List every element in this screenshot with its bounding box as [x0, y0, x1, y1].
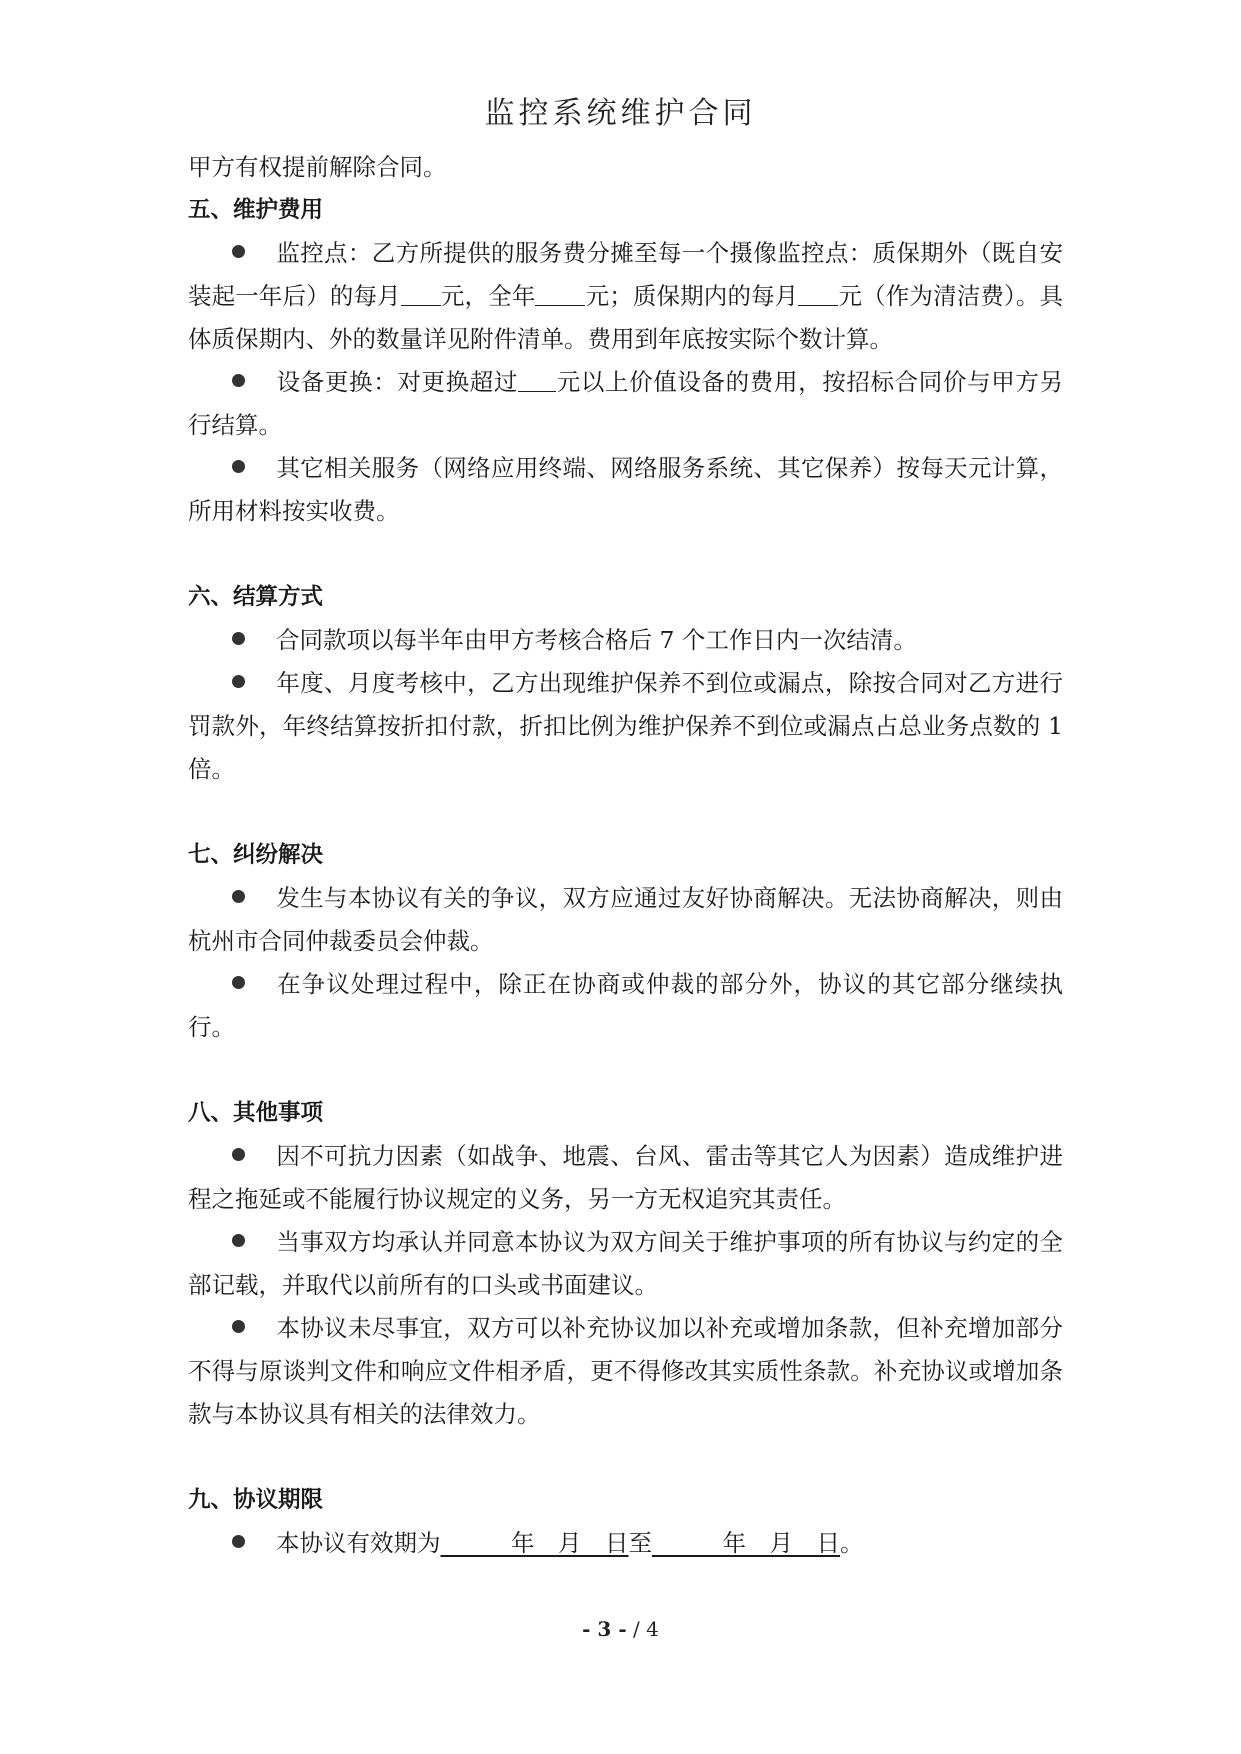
bullet-icon [232, 976, 245, 989]
blank-field [518, 365, 556, 392]
list-item: 在争议处理过程中，除正在协商或仲裁的部分外，协议的其它部分继续执行。 [188, 970, 1063, 1041]
page-header-title: 监控系统维护合同 [484, 96, 757, 131]
section-heading-other: 八、其他事项 [188, 1100, 324, 1126]
list-item: 监控点：乙方所提供的服务费分摊至每一个摄像监控点：质保期外（既自安装起一年后）的每月 元，全年 元；质保期内的每月 元（作为清洁费）。具体质保期内、外的数量详见附件清单。费用到年底按实际个数计算。 [188, 239, 1064, 353]
bullet-icon [232, 1320, 245, 1333]
bullet-icon [232, 632, 245, 645]
list-item: 合同款项以每半年由甲方考核合格后 7 个工作日内一次结清。 [188, 619, 1063, 662]
bullet-icon [232, 675, 245, 688]
list-item: 其它相关服务（网络应用终端、网络服务系统、其它保养）按每天元计算，所用材料按实收费。 [188, 454, 1063, 525]
blank-field [535, 279, 585, 306]
section-heading-dispute: 七、纠纷解决 [188, 842, 324, 868]
list-item: 本协议有效期为 年 月 日至 年 月 日。 [188, 1522, 1063, 1565]
section-heading-settlement: 六、结算方式 [188, 584, 324, 610]
end-date-field: 年 月 日 [652, 1529, 840, 1557]
list-item: 发生与本协议有关的争议，双方应通过友好协商解决。无法协商解决，则由杭州市合同仲裁委员会仲裁。 [188, 884, 1063, 955]
list-item: 本协议未尽事宜，双方可以补充协议加以补充或增加条款，但补充增加部分不得与原谈判文件和响应文件相矛盾，更不得修改其实质性条款。补充协议或增加条款与本协议具有相关的法律效力。 [188, 1314, 1063, 1428]
start-date-field: 年 月 日 [440, 1529, 629, 1557]
section-heading-term: 九、协议期限 [188, 1487, 324, 1513]
bullet-icon [232, 1148, 245, 1161]
list-item: 因不可抗力因素（如战争、地震、台风、雷击等其它人为因素）造成维护进程之拖延或不能履行协议规定的义务，另一方无权追究其责任。 [188, 1142, 1063, 1213]
page-number: - 3 - / 4 [582, 1617, 659, 1641]
bullet-icon [232, 374, 245, 387]
bullet-icon [232, 245, 245, 258]
list-item: 当事双方均承认并同意本协议为双方间关于维护事项的所有协议与约定的全部记载，并取代以前所有的口头或书面建议。 [188, 1228, 1063, 1299]
bullet-icon [232, 1535, 245, 1548]
bullet-icon [232, 1234, 245, 1247]
list-item: 年度、月度考核中，乙方出现维护保养不到位或漏点，除按合同对乙方进行罚款外，年终结算按折扣付款，折扣比例为维护保养不到位或漏点占总业务点数的 1 倍。 [188, 669, 1063, 783]
bullet-icon [232, 890, 245, 903]
blank-field [401, 279, 441, 306]
blank-field [798, 279, 838, 306]
bullet-icon [232, 460, 245, 473]
document-body [188, 146, 1063, 1565]
list-item: 设备更换：对更换超过 元以上价值设备的费用，按招标合同价与甲方另行结算。 [188, 361, 1063, 447]
intro-text: 甲方有权提前解除合同。 [188, 153, 447, 181]
section-heading-fees: 五、维护费用 [188, 197, 324, 223]
